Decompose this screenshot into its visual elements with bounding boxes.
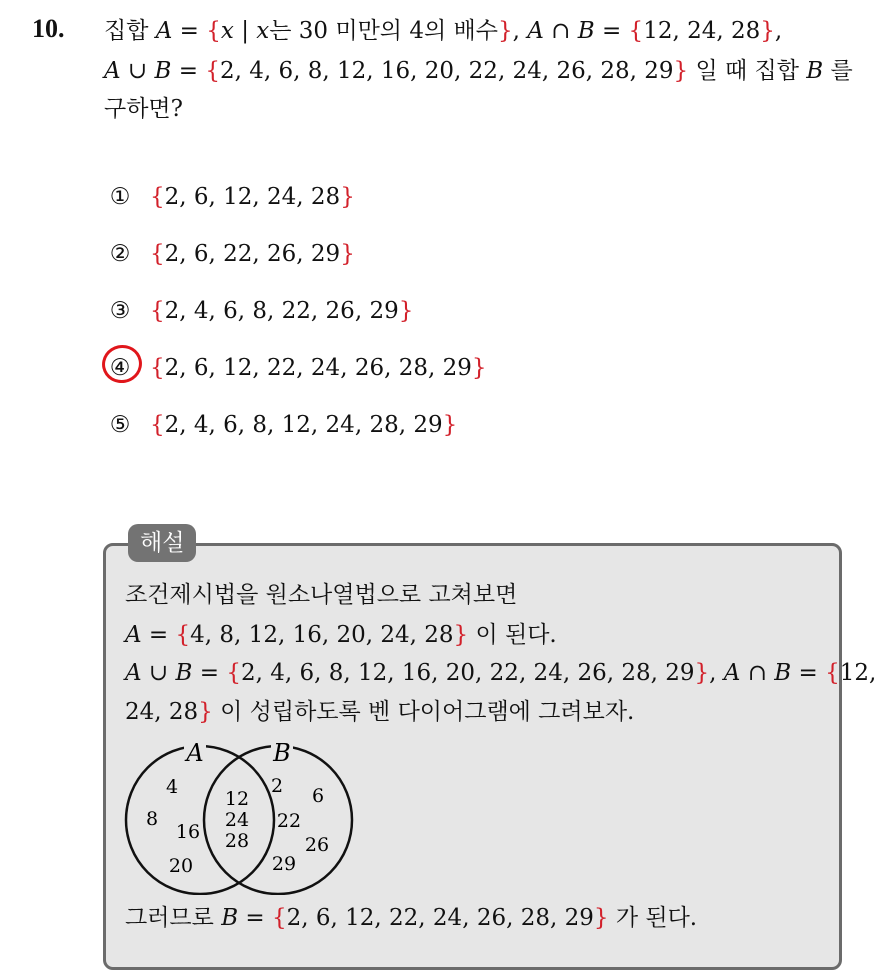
solution-conclusion: 그러므로 B = {2, 6, 12, 22, 24, 26, 28, 29} 가 된다. [125, 905, 698, 931]
solution-line-1: 조건제시법을 원소나열법으로 고쳐보면 [125, 582, 518, 608]
choice-mark: ② [109, 241, 131, 267]
solution-line-3: A ∪ B = {2, 4, 6, 8, 12, 16, 20, 22, 24, 26, 28, 29}, A ∩ B = {12, [125, 660, 877, 686]
choice-2[interactable]: ② {2, 6, 22, 26, 29} [109, 241, 355, 267]
venn-element: 16 [175, 821, 201, 843]
choice-mark: ① [109, 184, 131, 210]
choice-5[interactable]: ⑤ {2, 4, 6, 8, 12, 24, 28, 29} [109, 412, 458, 438]
choice-mark: ⑤ [109, 412, 131, 438]
venn-element: 22 [276, 810, 302, 832]
venn-element: 24 [224, 809, 250, 831]
question-line-3: 구하면? [104, 96, 183, 122]
choice-mark: ④ [109, 355, 131, 381]
venn-element: 26 [304, 834, 330, 856]
venn-element: 2 [270, 775, 284, 797]
venn-element: 29 [271, 853, 297, 875]
question-number: 10. [32, 14, 65, 43]
venn-element: 8 [145, 808, 159, 830]
choice-4[interactable]: ④ {2, 6, 12, 22, 24, 26, 28, 29} [109, 355, 487, 381]
set-b-label: B [273, 739, 291, 767]
choice-3[interactable]: ③ {2, 4, 6, 8, 22, 26, 29} [109, 298, 414, 324]
solution-tag: 해설 [128, 524, 196, 562]
choice-1[interactable]: ① {2, 6, 12, 24, 28} [109, 184, 355, 210]
venn-element: 12 [224, 788, 250, 810]
venn-diagram [120, 735, 360, 895]
choice-mark: ③ [109, 298, 131, 324]
venn-element: 28 [224, 830, 250, 852]
solution-line-4: 24, 28} 이 성립하도록 벤 다이어그램에 그려보자. [125, 699, 635, 725]
question-line-2: A ∪ B = {2, 4, 6, 8, 12, 16, 20, 22, 24, 26, 28, 29} 일 때 집합 B 를 [104, 58, 853, 84]
solution-line-2: A = {4, 8, 12, 16, 20, 24, 28} 이 된다. [125, 622, 557, 648]
venn-element: 6 [311, 785, 325, 807]
venn-element: 4 [165, 776, 179, 798]
question-line-1: 집합 A = {x | x는 30 미만의 4의 배수}, A ∩ B = {12, 24, 28}, [104, 18, 783, 44]
set-a-label: A [186, 739, 204, 767]
venn-element: 20 [168, 855, 194, 877]
